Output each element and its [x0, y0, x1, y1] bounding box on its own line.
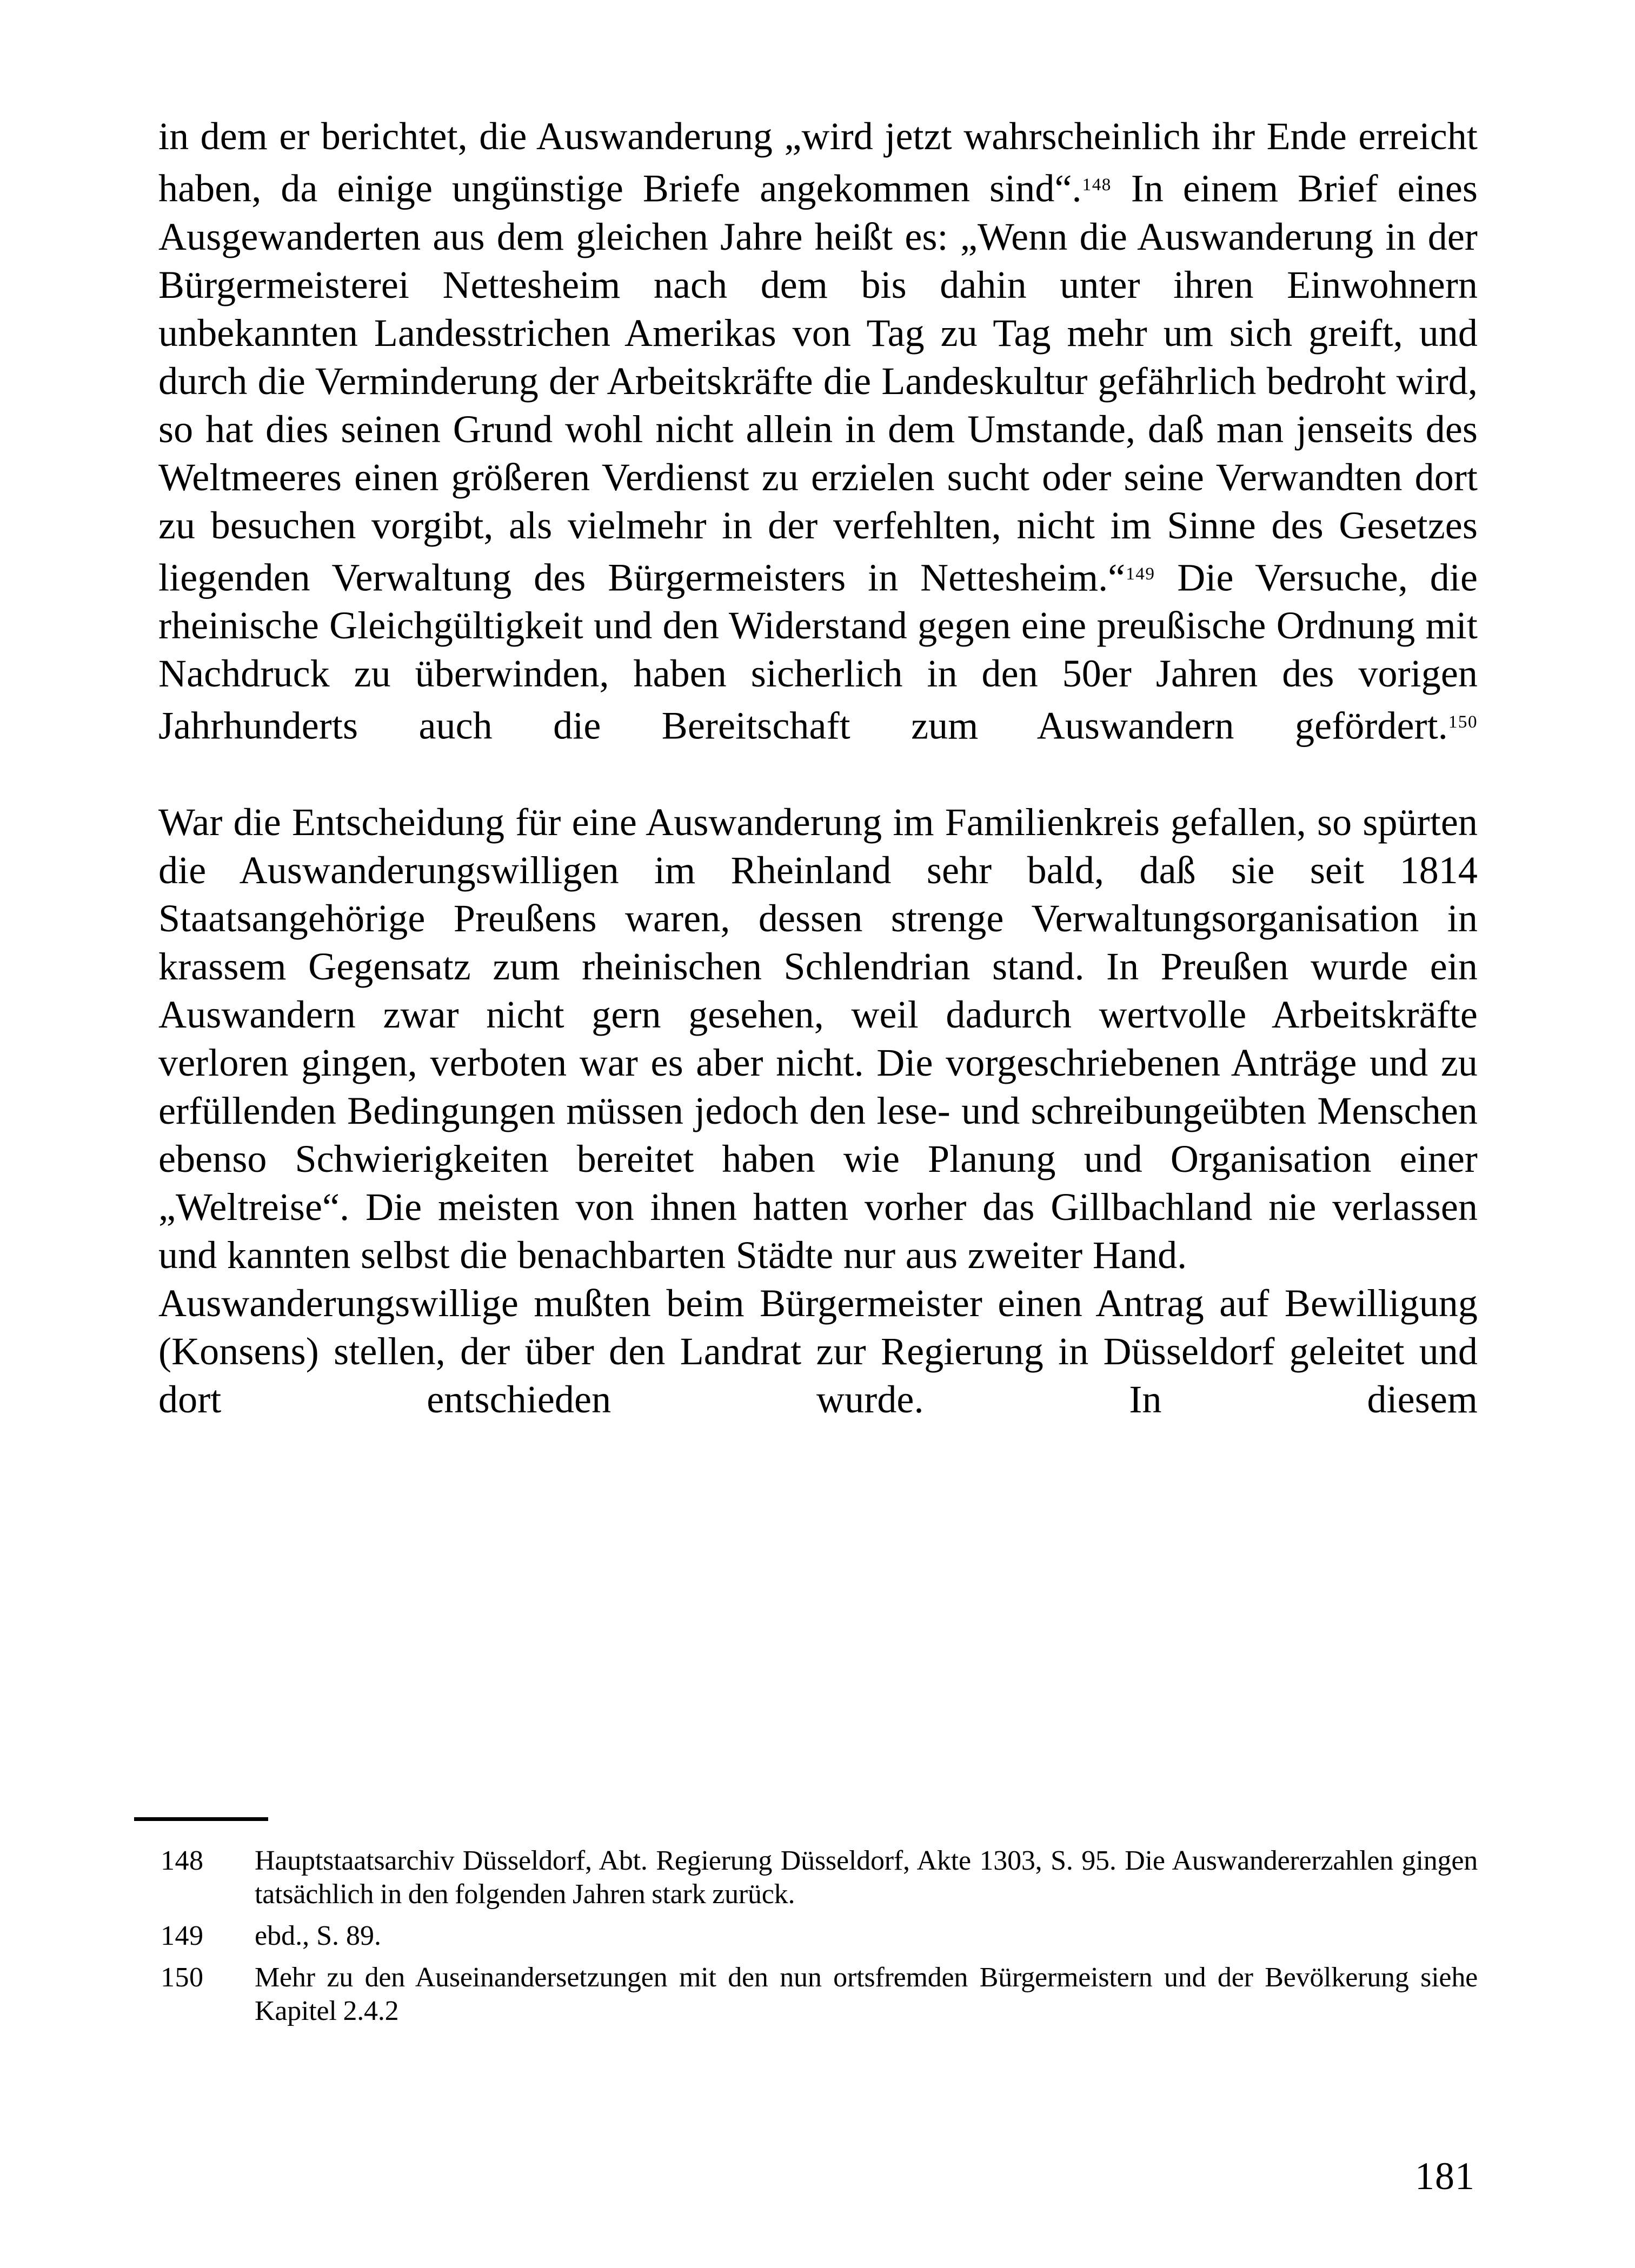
footnote-number-148: 148	[161, 1845, 204, 1876]
page-number: 181	[1415, 2154, 1475, 2198]
footnote-reference-149: 149	[1126, 563, 1155, 584]
footnote-reference-150: 150	[1448, 712, 1478, 732]
footnote-number-150: 150	[161, 1962, 204, 1993]
footnote-separator-rule	[134, 1817, 268, 1821]
footnote-reference-148: 148	[1082, 175, 1112, 195]
footnote-item-149	[158, 1919, 1478, 1953]
paragraph-1-segment-2: In einem Brief eines Ausgewanderten aus dem gleichen Jahre heißt es: „Wenn die Auswanderung in der Bürgermeisterei Nettesheim nach dem bis dahin unter ihren Einwohnern unbekannten Landesstrichen Amerikas von Tag zu Tag mehr um sich greift, und durch die Verminderung der Arbeitskräfte die Landeskultur gefährlich bedroht wird, so hat dies seinen Grund wohl nicht allein in dem Umstande, daß man jenseits des Weltmeeres einen größeren Verdienst zu erzielen sucht oder seine Verwandten dort zu besuchen vorgibt, als vielmehr in der verfehlten, nicht im Sinne des Gesetzes liegenden Verwaltung des Bürgermeisters in Nettesheim.“	[158, 166, 1478, 599]
footnote-text-148: Hauptstaatsarchiv Düsseldorf, Abt. Regierung Düsseldorf, Akte 1303, S. 95. Die Auswandererzahlen gingen tatsächlich in den folgenden Jahren stark zurück.	[255, 1845, 1478, 1910]
footnote-item-148	[158, 1844, 1478, 1911]
footnote-text-149: ebd., S. 89.	[255, 1920, 381, 1951]
body-paragraph-1	[158, 112, 1478, 798]
footnote-list	[158, 1844, 1478, 2028]
body-paragraph-2: War die Entscheidung für eine Auswanderung im Familienkreis gefallen, so spürten die Auswanderungswilligen im Rheinland sehr bald, daß sie seit 1814 Staatsangehörige Preußens waren, dessen strenge Verwaltungsorganisation in krassem Gegensatz zum rheinischen Schlendrian stand. In Preußen wurde ein Auswandern zwar nicht gern gesehen, weil dadurch wertvolle Arbeitskräfte verloren gingen, verboten war es aber nicht. Die vorgeschriebenen Anträge und zu erfüllenden Bedingungen müssen jedoch den lese- und schreibungeübten Menschen ebenso Schwierigkeiten bereitet haben wie Planung und Organisation einer „Weltreise“. Die meisten von ihnen hatten vorher das Gillbachland nie verlassen und kannten selbst die benachbarten Städte nur aus zweiter Hand.	[158, 800, 1478, 1277]
footnote-item-150	[158, 1961, 1478, 2028]
footnote-text-150: Mehr zu den Auseinandersetzungen mit den nun ortsfremden Bürgermeistern und der Bevölkerung siehe Kapitel 2.4.2	[255, 1962, 1478, 2026]
paragraph-1-segment-1: in dem er berichtet, die Auswanderung „wird jetzt wahrscheinlich ihr Ende erreicht haben, da einige ungünstige Briefe angekommen sind“.	[158, 115, 1478, 210]
footnote-number-149: 149	[161, 1920, 204, 1951]
paragraph-1-segment-3: Die Versuche, die rheinische Gleichgültigkeit und den Widerstand gegen eine preußische Ordnung mit Nachdruck zu überwinden, haben sicherlich in den 50er Jahren des vorigen Jahrhunderts auch die Bereitschaft zum Auswandern gefördert.	[158, 556, 1478, 748]
body-text-column	[158, 112, 1478, 1472]
body-paragraph-3: Auswanderungswillige mußten beim Bürgermeister einen Antrag auf Bewilligung (Konsens) stellen, der über den Landrat zur Regierung in Düsseldorf geleitet und dort entschieden wurde. In diesem	[158, 1281, 1478, 1421]
